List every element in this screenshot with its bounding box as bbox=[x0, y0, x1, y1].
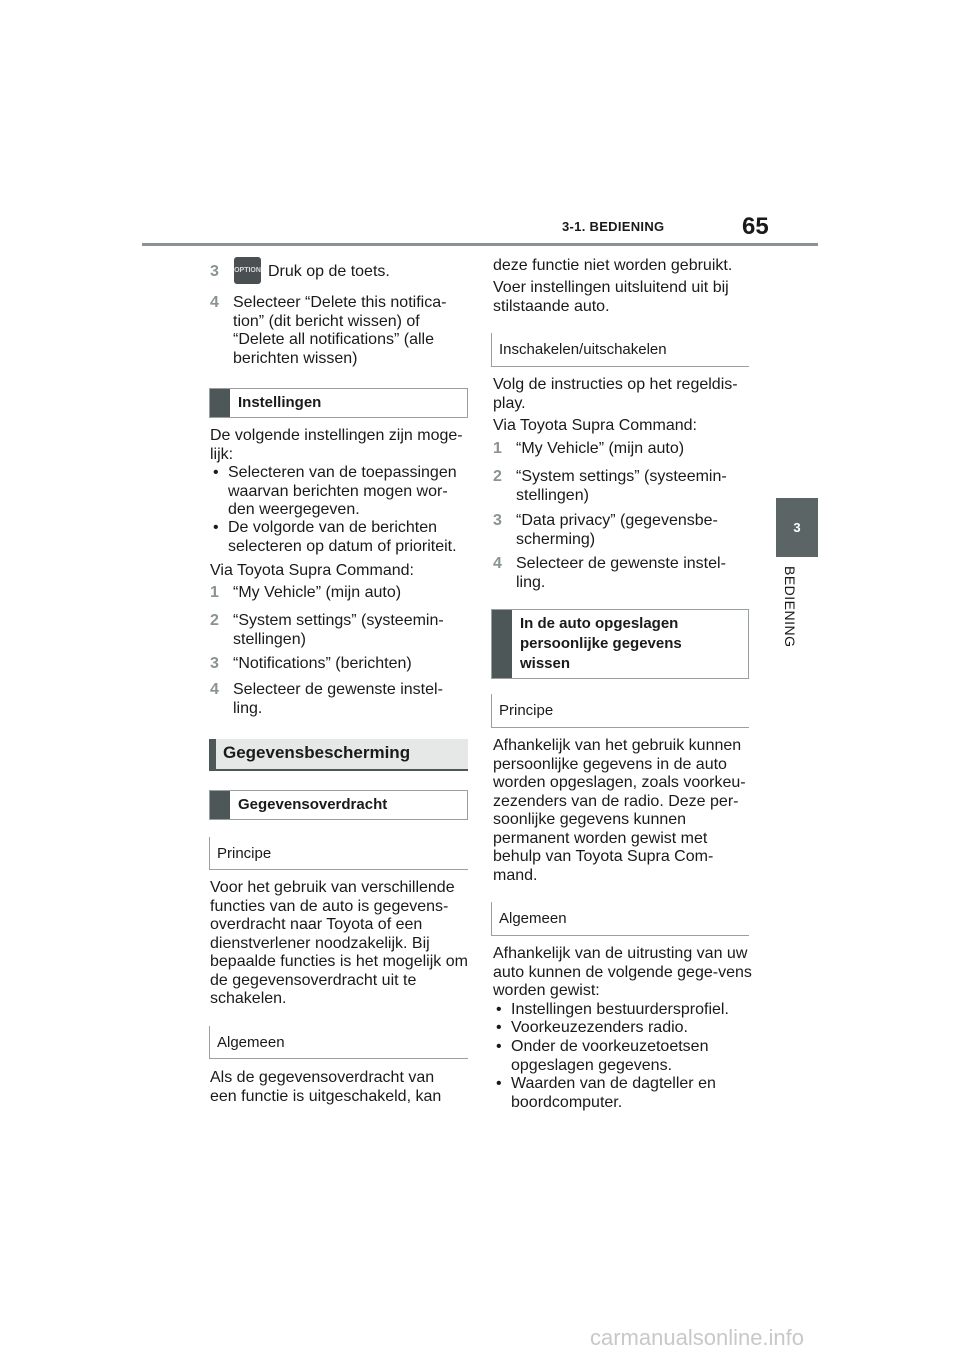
chapter-tab: 3 bbox=[776, 498, 818, 557]
right-principe-text: Afhankelijk van het gebruik kunnen persoonlijke gegevens in de auto worden opgeslagen, zoals voorkeu-zezenders van de radio. Deze per-soonlijke gegevens kunnen permanent worden gewist met behulp van Toyota Supra Com-mand. bbox=[493, 737, 746, 884]
right-algemeen-header bbox=[491, 902, 749, 936]
bullet-icon: • bbox=[213, 464, 219, 481]
instellingen-header bbox=[209, 388, 468, 418]
page-number: 65 bbox=[742, 213, 769, 240]
step-text: “System settings” (systeemin-stellingen) bbox=[516, 468, 727, 504]
left-principe-header bbox=[209, 837, 468, 870]
bullet-icon: • bbox=[496, 1001, 502, 1018]
step-number: 3 bbox=[210, 655, 219, 672]
step-number: 4 bbox=[210, 294, 219, 311]
header-bar bbox=[210, 389, 230, 417]
right-volg-text: Volg de instructies op het regeldis-play. bbox=[493, 376, 738, 412]
right-cont-text: deze functie niet worden gebruikt. bbox=[493, 257, 733, 274]
instellingen-title: Instellingen bbox=[238, 394, 322, 411]
right-via: Via Toyota Supra Command: bbox=[493, 417, 697, 434]
step-number: 2 bbox=[210, 612, 219, 629]
right-voer-text: Voer instellingen uitsluitend uit bij stilstaande auto. bbox=[493, 279, 729, 315]
list-item-text: Selecteren van de toepassingen waarvan berichten mogen wor-den weergegeven. bbox=[228, 464, 457, 518]
bullet-icon: • bbox=[496, 1038, 502, 1055]
inschakelen-title: Inschakelen/uitschakelen bbox=[499, 341, 667, 358]
header-bar bbox=[210, 791, 230, 819]
step-text: “Notifications” (berichten) bbox=[233, 655, 412, 672]
left-principe-title: Principe bbox=[217, 845, 272, 862]
gegevensoverdracht-header bbox=[209, 790, 468, 820]
gegevensoverdracht-title: Gegevensoverdracht bbox=[238, 796, 388, 813]
list-item-text: De volgorde van de berichten selecteren op datum of prioriteit. bbox=[228, 519, 457, 555]
left-step-3-text: Druk op de toets. bbox=[268, 263, 390, 280]
left-algemeen-text: Als de gegevensoverdracht van een functie is uitgeschakeld, kan bbox=[210, 1069, 442, 1105]
step-text: Selecteer de gewenste instel-ling. bbox=[233, 681, 443, 717]
header-divider bbox=[142, 243, 818, 246]
step-number: 3 bbox=[210, 263, 219, 280]
header-bar bbox=[492, 610, 512, 678]
list-item-text: Instellingen bestuurdersprofiel. bbox=[511, 1001, 729, 1018]
step-number: 1 bbox=[493, 440, 502, 457]
step-text: “My Vehicle” (mijn auto) bbox=[233, 584, 402, 601]
section-title: 3-1. BEDIENING bbox=[562, 219, 665, 234]
bullet-icon: • bbox=[496, 1075, 502, 1092]
step-number: 1 bbox=[210, 584, 219, 601]
right-algemeen-text: Afhankelijk van de uitrusting van uw auto kunnen de volgende gege-vens worden gewist: bbox=[493, 945, 752, 999]
header-bar bbox=[209, 739, 216, 771]
left-algemeen-header bbox=[209, 1026, 468, 1059]
step-text: “System settings” (systeemin-stellingen) bbox=[233, 612, 444, 648]
step-number: 4 bbox=[493, 555, 502, 572]
step-text: Selecteer de gewenste instel-ling. bbox=[516, 555, 726, 591]
left-algemeen-title: Algemeen bbox=[217, 1034, 285, 1051]
step-number: 3 bbox=[493, 512, 502, 529]
bullet-icon: • bbox=[213, 519, 219, 536]
bullet-icon: • bbox=[496, 1019, 502, 1036]
left-via: Via Toyota Supra Command: bbox=[210, 562, 414, 579]
list-item-text: Onder de voorkeuzetoetsen opgeslagen gegevens. bbox=[511, 1038, 709, 1074]
wissen-header bbox=[491, 609, 749, 679]
chapter-label-text: BEDIENING bbox=[782, 566, 798, 648]
chapter-label bbox=[782, 566, 810, 666]
right-principe-header bbox=[491, 694, 749, 728]
right-principe-title: Principe bbox=[499, 702, 554, 719]
step-number: 2 bbox=[493, 468, 502, 485]
wissen-title: In de auto opgeslagen persoonlijke gegevens wissen bbox=[520, 615, 682, 672]
gegevensbescherming-title: Gegevensbescherming bbox=[223, 743, 411, 762]
list-item-text: Voorkeuzezenders radio. bbox=[511, 1019, 688, 1036]
left-principe-text: Voor het gebruik van verschillende functies van de auto is gegevens-overdracht naar Toyota of een dienstverlener noodzakelijk. Bij bepaalde functies is het mogelijk om de gegevensoverdracht uit te schakelen. bbox=[210, 879, 468, 1007]
step-number: 4 bbox=[210, 681, 219, 698]
gegevensbescherming-header bbox=[209, 739, 468, 771]
step-text: “My Vehicle” (mijn auto) bbox=[516, 440, 685, 457]
inschakelen-header bbox=[491, 333, 749, 367]
step-text: Selecteer “Delete this notifica-tion” (dit bericht wissen) of “Delete all notifications” (alle berichten wissen) bbox=[233, 294, 447, 367]
option-key-icon: OPTION bbox=[234, 257, 261, 284]
step-text: “Data privacy” (gegevensbe-scherming) bbox=[516, 512, 718, 548]
watermark: carmanualsonline.info bbox=[590, 1325, 805, 1350]
list-item-text: Waarden van de dagteller en boordcomputer. bbox=[511, 1075, 716, 1111]
right-algemeen-title: Algemeen bbox=[499, 910, 567, 927]
instellingen-intro: De volgende instellingen zijn moge-lijk: bbox=[210, 427, 463, 463]
